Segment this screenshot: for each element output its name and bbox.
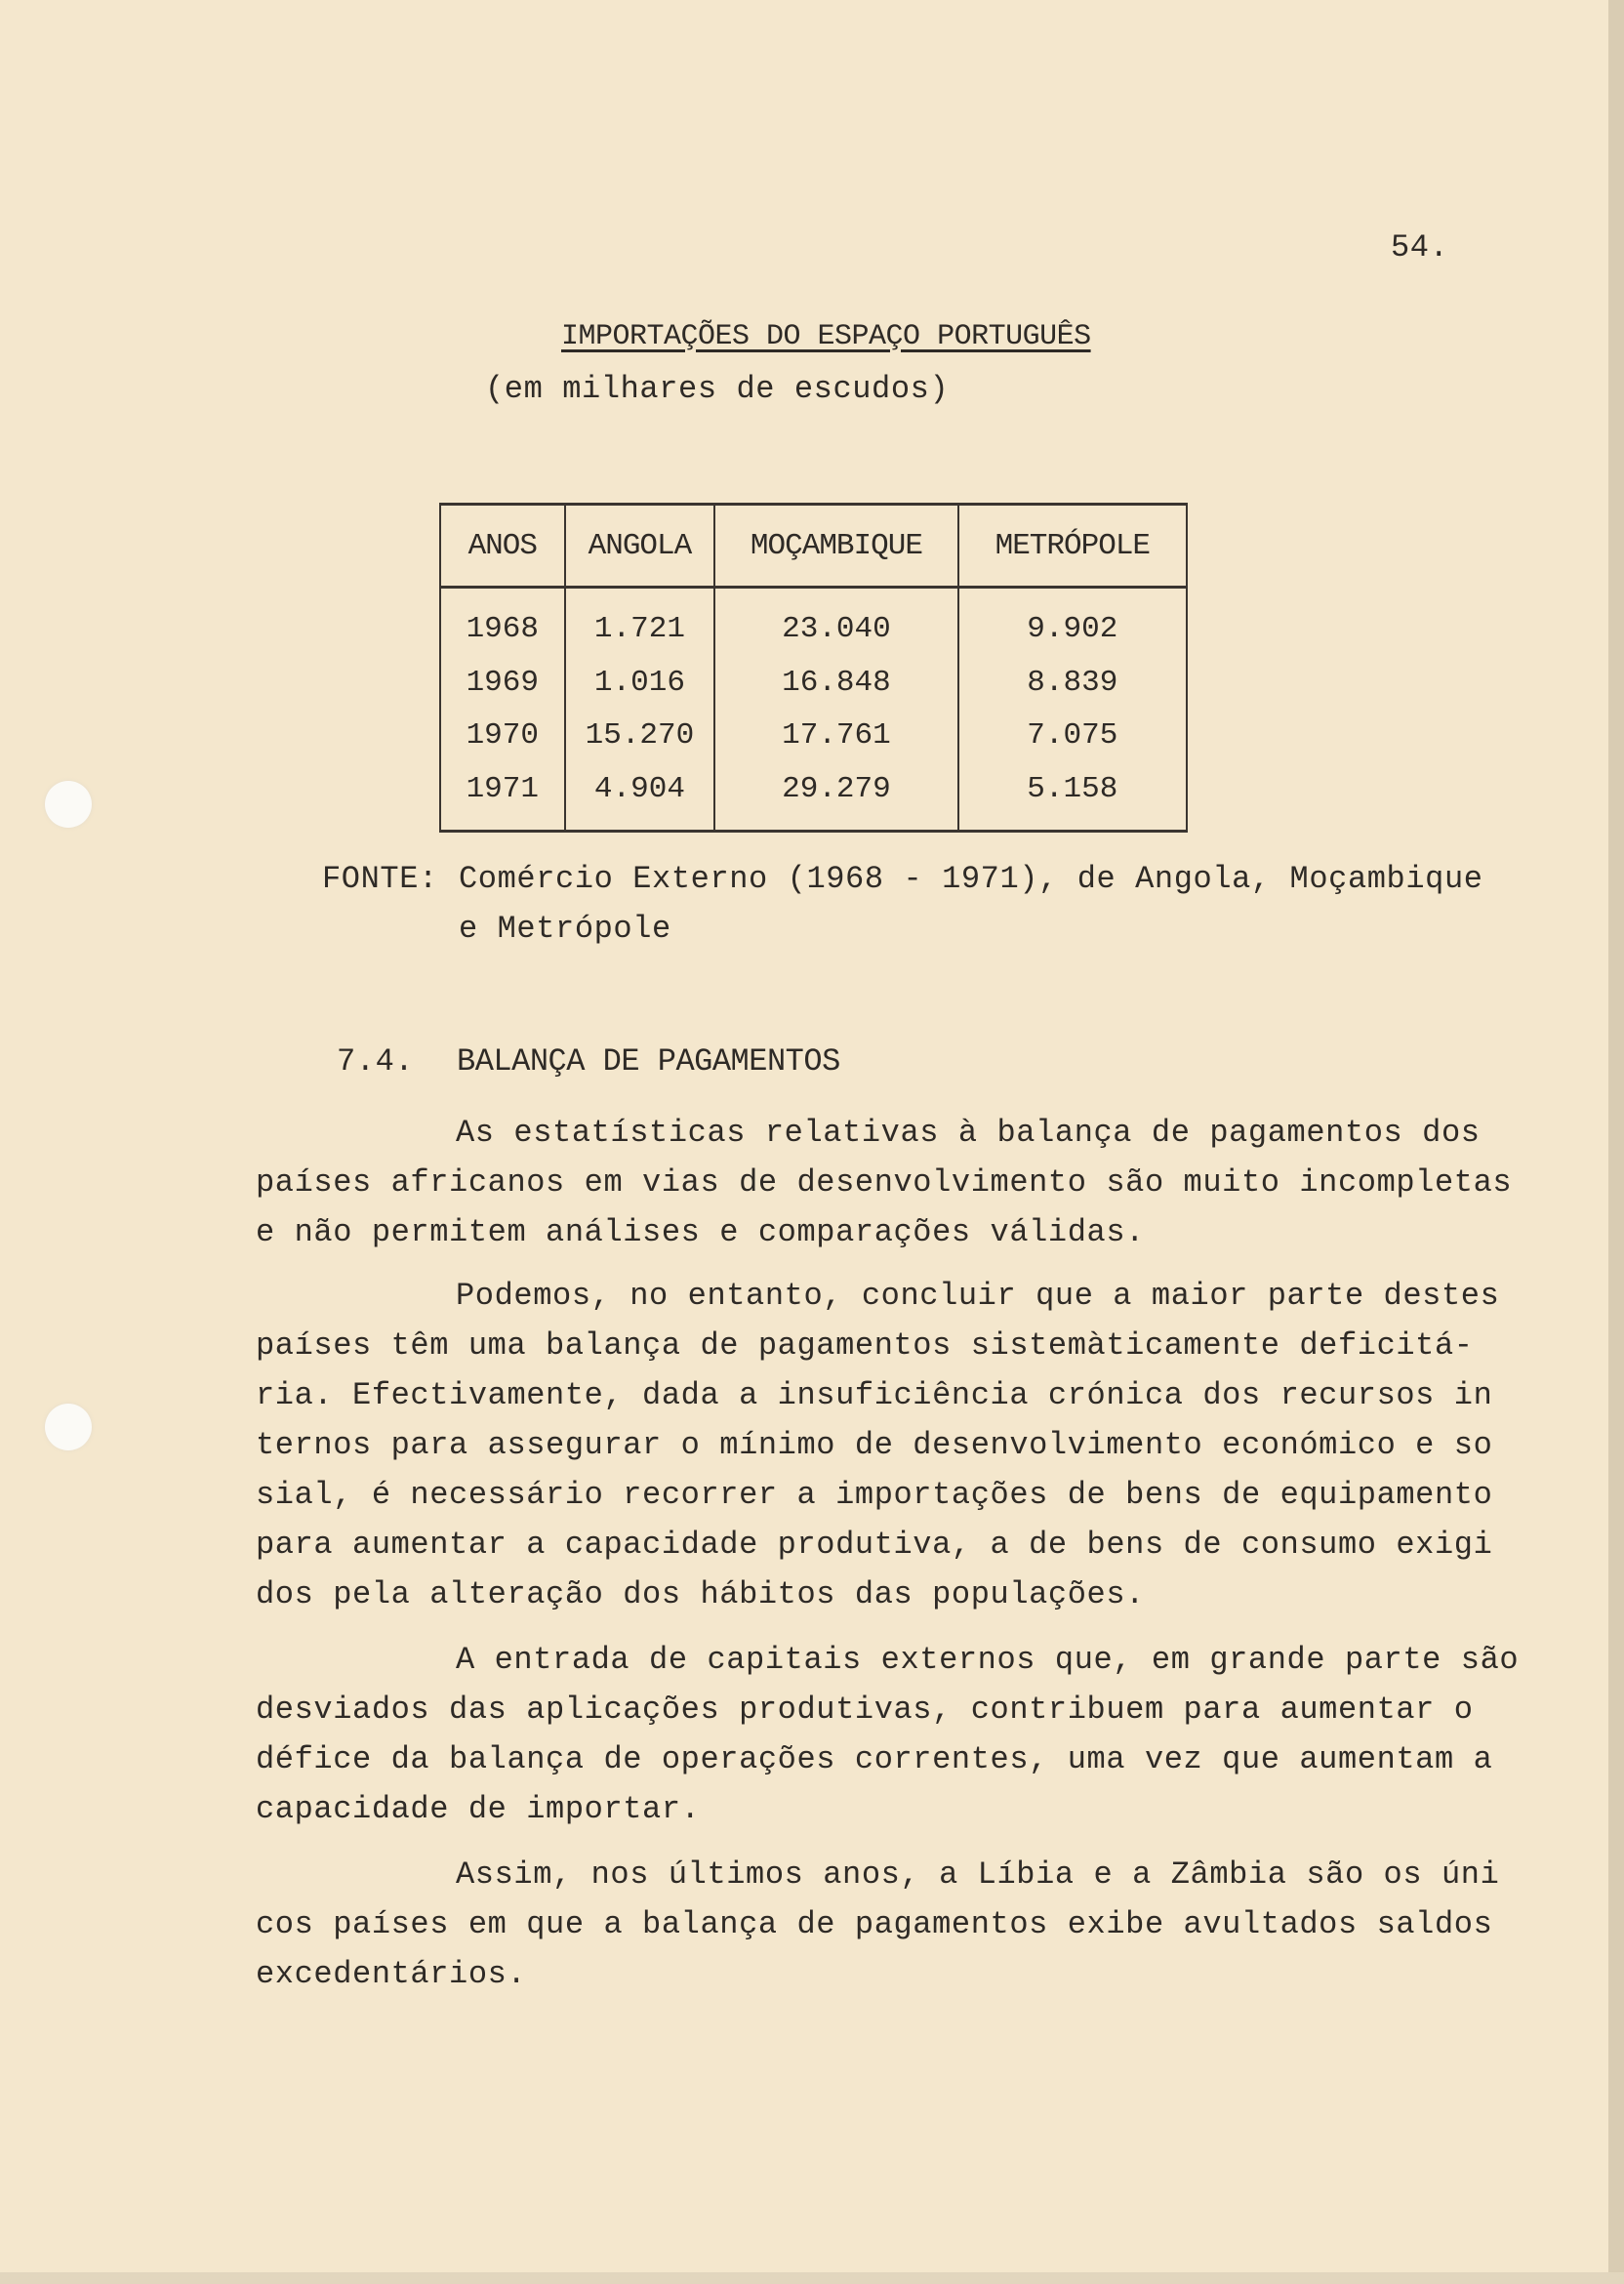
table-title: IMPORTAÇÕES DO ESPAÇO PORTUGUÊS (561, 320, 1091, 353)
paragraph-line: países têm uma balança de pagamentos sistemàticamente deficitá- (256, 1327, 1474, 1364)
table-row (440, 588, 1187, 657)
table-cell: 1.721 (565, 588, 715, 657)
header-metropole: METRÓPOLE (958, 505, 1187, 588)
paragraph-line: défice da balança de operações correntes, uma vez que aumentam a (256, 1741, 1493, 1777)
source-label: FONTE: (322, 861, 438, 897)
paragraph-line: para aumentar a capacidade produtiva, a de bens de consumo exigi (256, 1527, 1493, 1563)
table-row (440, 762, 1187, 832)
paper-edge-bottom (0, 2272, 1624, 2284)
table-cell: 16.848 (714, 656, 957, 709)
table-cell: 8.839 (958, 656, 1187, 709)
paper-edge-right (1608, 0, 1624, 2284)
table-subtitle: (em milhares de escudos) (485, 371, 950, 407)
source-line: e Metrópole (459, 911, 671, 947)
table-cell: 23.040 (714, 588, 957, 657)
header-angola: ANGOLA (565, 505, 715, 588)
paragraph-line: Assim, nos últimos anos, a Líbia e a Zâmbia são os úni (456, 1856, 1500, 1893)
paragraph-line: excedentários. (256, 1956, 527, 1992)
paragraph-line: A entrada de capitais externos que, em grande parte são (456, 1642, 1520, 1678)
paragraph-line: sial, é necessário recorrer a importações de bens de equipamento (256, 1477, 1493, 1513)
table-cell: 4.904 (565, 762, 715, 832)
table-row (440, 656, 1187, 709)
table-cell: 1969 (440, 656, 565, 709)
table-row (440, 709, 1187, 761)
paragraph-line: ria. Efectivamente, dada a insuficiência crónica dos recursos in (256, 1377, 1493, 1413)
table-cell: 1970 (440, 709, 565, 761)
punch-hole (45, 1404, 92, 1450)
table-cell: 5.158 (958, 762, 1187, 832)
imports-table (439, 503, 1188, 833)
section-title: BALANÇA DE PAGAMENTOS (457, 1043, 840, 1080)
header-mocambique: MOÇAMBIQUE (714, 505, 957, 588)
paragraph-line: As estatísticas relativas à balança de pagamentos dos (456, 1115, 1481, 1151)
paragraph-line: ternos para assegurar o mínimo de desenvolvimento económico e so (256, 1427, 1493, 1463)
paragraph-line: capacidade de importar. (256, 1791, 701, 1827)
table-cell: 1.016 (565, 656, 715, 709)
table-cell: 1968 (440, 588, 565, 657)
source-line: Comércio Externo (1968 - 1971), de Angola, Moçambique (459, 861, 1483, 897)
table-cell: 1971 (440, 762, 565, 832)
table-cell: 9.902 (958, 588, 1187, 657)
header-anos: ANOS (440, 505, 565, 588)
paragraph-line: desviados das aplicações produtivas, contribuem para aumentar o (256, 1692, 1474, 1728)
paragraph-line: e não permitem análises e comparações válidas. (256, 1214, 1145, 1250)
paragraph-line: países africanos em vias de desenvolvimento são muito incompletas (256, 1164, 1513, 1201)
table-cell: 17.761 (714, 709, 957, 761)
table-cell: 15.270 (565, 709, 715, 761)
paragraph-line: Podemos, no entanto, concluir que a maior parte destes (456, 1278, 1500, 1314)
table-cell: 7.075 (958, 709, 1187, 761)
punch-hole (45, 781, 92, 828)
paragraph-line: dos pela alteração dos hábitos das populações. (256, 1576, 1145, 1612)
table-cell: 29.279 (714, 762, 957, 832)
page-number: 54. (1391, 229, 1449, 265)
section-number: 7.4. (337, 1043, 415, 1080)
paragraph-line: cos países em que a balança de pagamentos exibe avultados saldos (256, 1906, 1493, 1942)
